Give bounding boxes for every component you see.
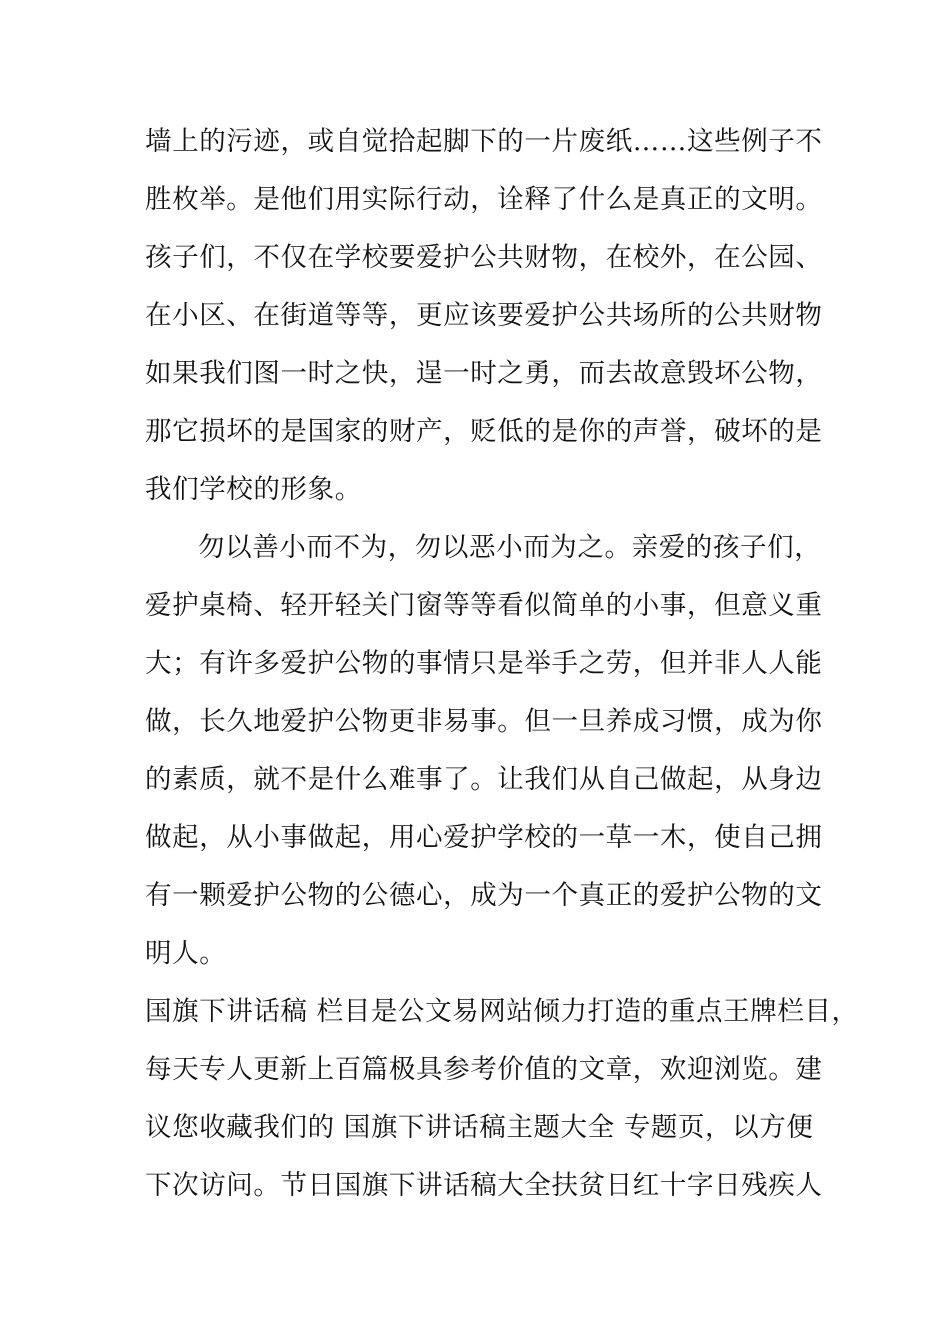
text-line: 我们学校的形象。: [145, 474, 362, 505]
footer-line: 议您收藏我们的 国旗下讲话稿主题大全 专题页，以方便: [145, 1112, 814, 1143]
document-body: [145, 118, 859, 1220]
footer-line: 下次访问。节日国旗下讲话稿大全扶贫日红十字日残疾人: [145, 1170, 823, 1201]
text-line: 胜枚举。是他们用实际行动，诠释了什么是真正的文明。: [145, 184, 823, 215]
footer-line: 国旗下讲话稿 栏目是公文易网站倾力打造的重点王牌栏目，: [145, 996, 859, 1027]
text-line: 做，长久地爱护公物更非易事。但一旦养成习惯，成为你: [145, 706, 823, 737]
text-line: 如果我们图一时之快，逞一时之勇，而去故意毁坏公物，: [145, 358, 823, 389]
text-line: 的素质，就不是什么难事了。让我们从自己做起，从身边: [145, 764, 823, 795]
text-line: 有一颗爱护公物的公德心，成为一个真正的爱护公物的文: [145, 880, 823, 911]
text-line: 孩子们，不仅在学校要爱护公共财物，在校外，在公园、: [145, 242, 823, 273]
text-line: 爱护桌椅、轻开轻关门窗等等看似简单的小事，但意义重: [145, 590, 823, 621]
paragraph-public-property-examples: [145, 118, 845, 524]
footer-line: 每天专人更新上百篇极具参考价值的文章，欢迎浏览。建: [145, 1054, 823, 1085]
text-line: 在小区、在街道等等，更应该要爱护公共场所的公共财物: [145, 300, 823, 331]
text-line: 做起，从小事做起，用心爱护学校的一草一木，使自己拥: [145, 822, 823, 853]
text-line: 墙上的污迹，或自觉拾起脚下的一片废纸……这些例子不: [145, 126, 823, 157]
text-line: 那它损坏的是国家的财产，贬低的是你的声誉，破坏的是: [145, 416, 823, 447]
site-footer-note: [145, 988, 859, 1220]
text-line: 明人。: [145, 938, 227, 969]
paragraph-conclusion: [145, 524, 845, 988]
text-line: 大；有许多爱护公物的事情只是举手之劳，但并非人人能: [145, 648, 823, 679]
text-line: 勿以善小而不为，勿以恶小而为之。亲爱的孩子们，: [198, 532, 822, 563]
